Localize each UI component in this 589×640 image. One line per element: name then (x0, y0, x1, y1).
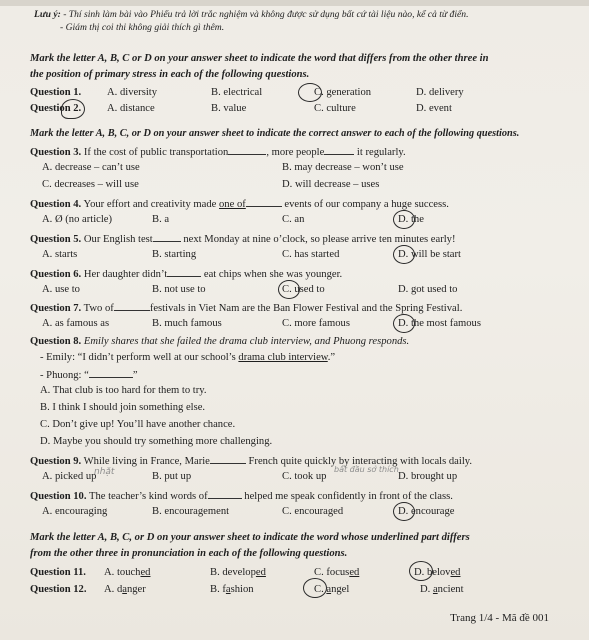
option-b[interactable]: B. encouragement (152, 506, 230, 517)
question-8-phuong (40, 367, 569, 383)
option-a[interactable]: A. encouraging (42, 506, 108, 517)
option-underlined: ed (349, 567, 360, 578)
question-label: Question 11. (30, 567, 86, 578)
stem-part: festivals in Viet Nam are the Ban Flower Festival and the Spring Festival. (149, 303, 463, 314)
question-label: Question 4. (30, 199, 82, 210)
stem-part: The teacher’s kind words of (86, 491, 208, 502)
option-d[interactable]: D. the most famous (398, 318, 481, 329)
answer-blank (153, 231, 181, 242)
answer-blank (324, 144, 354, 155)
stem-part: If the cost of public transportation (81, 147, 229, 158)
stem-part: French quite quickly by interacting with locals daily. (245, 456, 473, 467)
option-c[interactable]: C. took up (282, 471, 327, 482)
option-a[interactable]: A. That club is too hard for them to try. (40, 385, 207, 396)
stem-part: Emily shares that she failed the drama club interview, and Phuong responds. (81, 336, 410, 347)
answer-blank (167, 266, 201, 277)
note-2: - Giám thị coi thi không giải thích gì thêm. (60, 22, 225, 33)
option-d[interactable]: D. encourage (398, 506, 455, 517)
option-d[interactable]: D. got used to (398, 284, 458, 295)
question-label: Question 3. (30, 147, 82, 158)
answer-blank (208, 488, 242, 499)
option-c[interactable]: C. Don’t give up! You’ll have another chance. (40, 419, 236, 430)
question-5-stem (30, 231, 569, 247)
question-6-stem (30, 266, 569, 282)
option-d[interactable]: D. will be start (398, 249, 461, 260)
option-d[interactable] (420, 583, 464, 597)
note-1 (34, 8, 569, 22)
option-text: C. (314, 584, 327, 595)
option-underlined: a (432, 584, 438, 595)
stem-part: While living in France, Marie (81, 456, 210, 467)
option-c[interactable]: C. encouraged (282, 506, 344, 517)
answer-blank (210, 453, 246, 464)
section3-instruction-1: Mark the letter A, B, C, or D on your answer sheet to indicate the word whose underlined part differs (30, 532, 470, 543)
stem-part: Her daughter didn’t (81, 269, 168, 280)
option-d[interactable] (414, 566, 460, 580)
answer-blank (89, 367, 133, 378)
stem-part: , more people (266, 147, 325, 158)
question-4-stem (30, 196, 569, 212)
option-d[interactable]: D. Maybe you should try something more challenging. (40, 436, 273, 447)
option-a[interactable] (104, 566, 150, 580)
option-a[interactable]: A. distance (107, 103, 155, 114)
section3-instruction-2: from the other three in pronunciation in each of the following questions. (30, 548, 348, 559)
option-c[interactable]: C. generation (314, 87, 372, 98)
option-underlined: a (122, 584, 127, 595)
page-footer: Trang 1/4 - Mã đề 001 (450, 612, 549, 624)
answer-blank (246, 196, 282, 207)
option-b[interactable]: B. value (211, 103, 247, 114)
option-underlined: ed (450, 567, 461, 578)
option-text: ncient (437, 584, 464, 595)
question-label: Question 7. (30, 303, 82, 314)
dialogue-part: .” (327, 352, 336, 363)
note-lead: Lưu ý: (34, 9, 61, 20)
stem-part: Your effort and creativity made (81, 199, 219, 210)
question-label: Question 8. (30, 336, 82, 347)
dialogue-underlined: drama club interview (238, 352, 328, 363)
option-underlined: a (326, 584, 332, 595)
option-underlined: ed (255, 567, 266, 578)
option-a[interactable]: A. starts (42, 249, 78, 260)
option-text: ngel (331, 584, 350, 595)
stem-part: eat chips when she was younger. (201, 269, 343, 280)
option-d[interactable]: D. event (416, 103, 452, 114)
handwritten-note-picked-up: nhặt (94, 467, 115, 477)
option-text: D. belov (414, 567, 451, 578)
top-edge (0, 0, 589, 6)
option-a[interactable]: A. as famous as (42, 318, 110, 329)
stem-part: Two of (81, 303, 114, 314)
option-text: B. develop (210, 567, 256, 578)
option-c[interactable]: C. more famous (282, 318, 350, 329)
question-label: Question 5. (30, 234, 82, 245)
option-b[interactable]: B. starting (152, 249, 197, 260)
stem-underlined: one of (219, 199, 246, 210)
option-c[interactable]: C. used to (282, 284, 325, 295)
question-label: Question 9. (30, 456, 82, 467)
option-b[interactable]: B. put up (152, 471, 192, 482)
question-8-emily (40, 351, 569, 365)
section1-instruction-1: Mark the letter A, B, C or D on your answer sheet to indicate the word that differs from the other three in (30, 53, 489, 64)
option-b[interactable]: B. not use to (152, 284, 206, 295)
option-c[interactable]: C. an (282, 214, 305, 225)
answer-blank (228, 144, 266, 155)
option-d[interactable]: D. delivery (416, 87, 464, 98)
option-b[interactable]: B. may decrease – won’t use (282, 162, 404, 173)
dialogue-part: - Emily: “I didn’t perform well at our school’s (40, 352, 239, 363)
question-label: Question 10. (30, 491, 87, 502)
option-a[interactable] (104, 583, 146, 597)
handwritten-note-took-up: bắt đầu sở thích (334, 465, 399, 474)
stem-part: events of our company a huge success. (281, 199, 449, 210)
option-b[interactable]: B. much famous (152, 318, 222, 329)
option-a[interactable]: A. picked up (42, 471, 97, 482)
question-10-stem (30, 488, 569, 504)
question-label: Question 12. (30, 584, 87, 595)
option-text: B. f (210, 584, 226, 595)
stem-part: it regularly. (354, 147, 406, 158)
option-b[interactable]: B. electrical (211, 87, 263, 98)
option-b[interactable]: B. I think I should join something else. (40, 402, 206, 413)
option-b[interactable] (210, 566, 266, 580)
option-b[interactable]: B. a (152, 214, 170, 225)
option-d[interactable]: D. brought up (398, 471, 458, 482)
stem-part: helped me speak confidently in front of the class. (241, 491, 453, 502)
option-a[interactable]: A. Ø (no article) (42, 214, 113, 225)
dialogue-part: ” (132, 370, 138, 381)
option-text: A. touch (104, 567, 141, 578)
stem-part: next Monday at nine o’clock, so please arrive ten minutes early! (180, 234, 456, 245)
option-c[interactable] (314, 566, 359, 580)
answer-blank (114, 300, 150, 311)
section2-instruction: Mark the letter A, B, C, or D on your answer sheet to indicate the correct answer to each of the following questions. (30, 128, 520, 139)
option-underlined: ed (140, 567, 151, 578)
option-text: D. (420, 584, 433, 595)
option-c[interactable]: C. culture (314, 103, 356, 114)
option-a[interactable]: A. use to (42, 284, 80, 295)
option-d[interactable]: D. the (398, 214, 424, 225)
option-a[interactable]: A. decrease – can’t use (42, 162, 140, 173)
question-7-stem (30, 300, 569, 316)
question-label: Question 2. (30, 103, 82, 114)
option-c[interactable]: C. decreases – will use (42, 179, 139, 190)
note-text: - Thí sinh làm bài vào Phiếu trả lời trắc nghiệm và không được sử dụng bất cứ tài liệu nào, kể cả từ điển. (60, 9, 469, 20)
option-a[interactable]: A. diversity (107, 87, 158, 98)
question-3-stem (30, 144, 569, 160)
option-c[interactable] (314, 583, 349, 597)
option-d[interactable]: D. will decrease – uses (282, 179, 380, 190)
section1-instruction-2: the position of primary stress in each of the following questions. (30, 69, 310, 80)
option-underlined: a (225, 584, 231, 595)
option-text: C. focus (314, 567, 350, 578)
question-8-stem (30, 335, 569, 349)
question-label: Question 1. (30, 87, 82, 98)
option-text: A. d (104, 584, 123, 595)
option-b[interactable] (210, 583, 254, 597)
dialogue-part: - Phuong: “ (40, 370, 89, 381)
option-text: shion (230, 584, 254, 595)
option-c[interactable]: C. has started (282, 249, 340, 260)
stem-part: Our English test (81, 234, 153, 245)
option-text: nger (126, 584, 146, 595)
question-label: Question 6. (30, 269, 82, 280)
